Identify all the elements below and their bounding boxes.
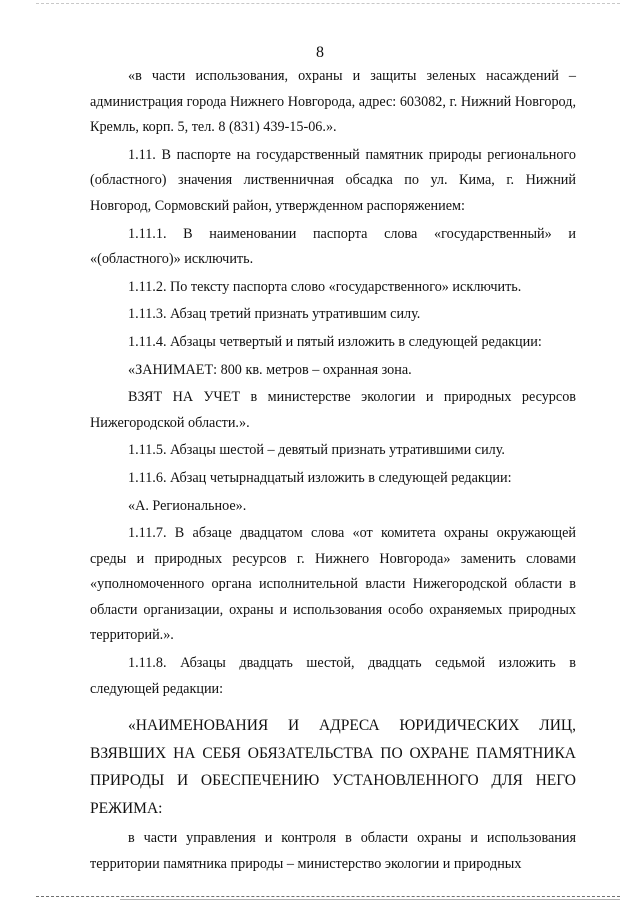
paragraph-1-11: 1.11. В паспорте на государственный памятник природы регионального (областного) значения лиственничная обсадка по ул. Кима, г. Нижний Новгород, Сормовский район, утвержденном распоряжением: bbox=[90, 146, 576, 214]
scan-edge-top bbox=[36, 3, 620, 4]
page-number: 8 bbox=[316, 44, 324, 61]
document-body bbox=[90, 64, 576, 877]
paragraph-1-11-6: 1.11.6. Абзац четырнадцатый изложить в следующей редакции: bbox=[128, 469, 512, 486]
paragraph-regional: «А. Региональное». bbox=[128, 497, 247, 514]
paragraph-1-11-4: 1.11.4. Абзацы четвертый и пятый изложить в следующей редакции: bbox=[128, 333, 542, 350]
paragraph-registered: ВЗЯТ НА УЧЕТ в министерстве экологии и природных ресурсов Нижегородской области.». bbox=[90, 389, 576, 431]
paragraph-1-11-7: 1.11.7. В абзаце двадцатом слова «от комитета охраны окружающей среды и природных ресурсов г. Нижнего Новгорода» заменить словами «уполномоченного органа исполнительной власти Нижегородской области в области организации, охраны и использования особо охраняемых природных территорий.». bbox=[90, 525, 576, 644]
paragraph-1-11-1: 1.11.1. В наименовании паспорта слова «государственный» и «(областного)» исключить. bbox=[90, 225, 576, 268]
paragraph-1-11-2: 1.11.2. По тексту паспорта слово «государственного» исключить. bbox=[128, 278, 522, 295]
scan-edge-bottom bbox=[36, 896, 620, 897]
paragraph-1-11-8: 1.11.8. Абзацы двадцать шестой, двадцать седьмой изложить в следующей редакции: bbox=[90, 655, 576, 697]
paragraph-final: в части управления и контроля в области охраны и использования территории памятника природы – министерство экологии и природных bbox=[90, 830, 576, 872]
paragraph-1-11-5: 1.11.5. Абзацы шестой – девятый признать утратившими силу. bbox=[128, 442, 505, 459]
paragraph-1-11-3: 1.11.3. Абзац третий признать утратившим силу. bbox=[128, 306, 421, 323]
heading-block: «НАИМЕНОВАНИЯ И АДРЕСА ЮРИДИЧЕСКИХ ЛИЦ, ВЗЯВШИХ НА СЕБЯ ОБЯЗАТЕЛЬСТВА ПО ОХРАНЕ ПАМЯТНИКА ПРИРОДЫ И ОБЕСПЕЧЕНИЮ УСТАНОВЛЕННОГО ДЛЯ НЕГО РЕЖИМА: bbox=[90, 717, 576, 817]
paragraph-area: «ЗАНИМАЕТ: 800 кв. метров – охранная зона. bbox=[128, 361, 412, 378]
scan-edge-bottom-rule bbox=[120, 899, 620, 900]
paragraph-intro: «в части использования, охраны и защиты зеленых насаждений – администрация города Нижнего Новгорода, адрес: 603082, г. Нижний Новгород, Кремль, корп. 5, тел. 8 (831) 439-15-06.». bbox=[90, 68, 576, 136]
